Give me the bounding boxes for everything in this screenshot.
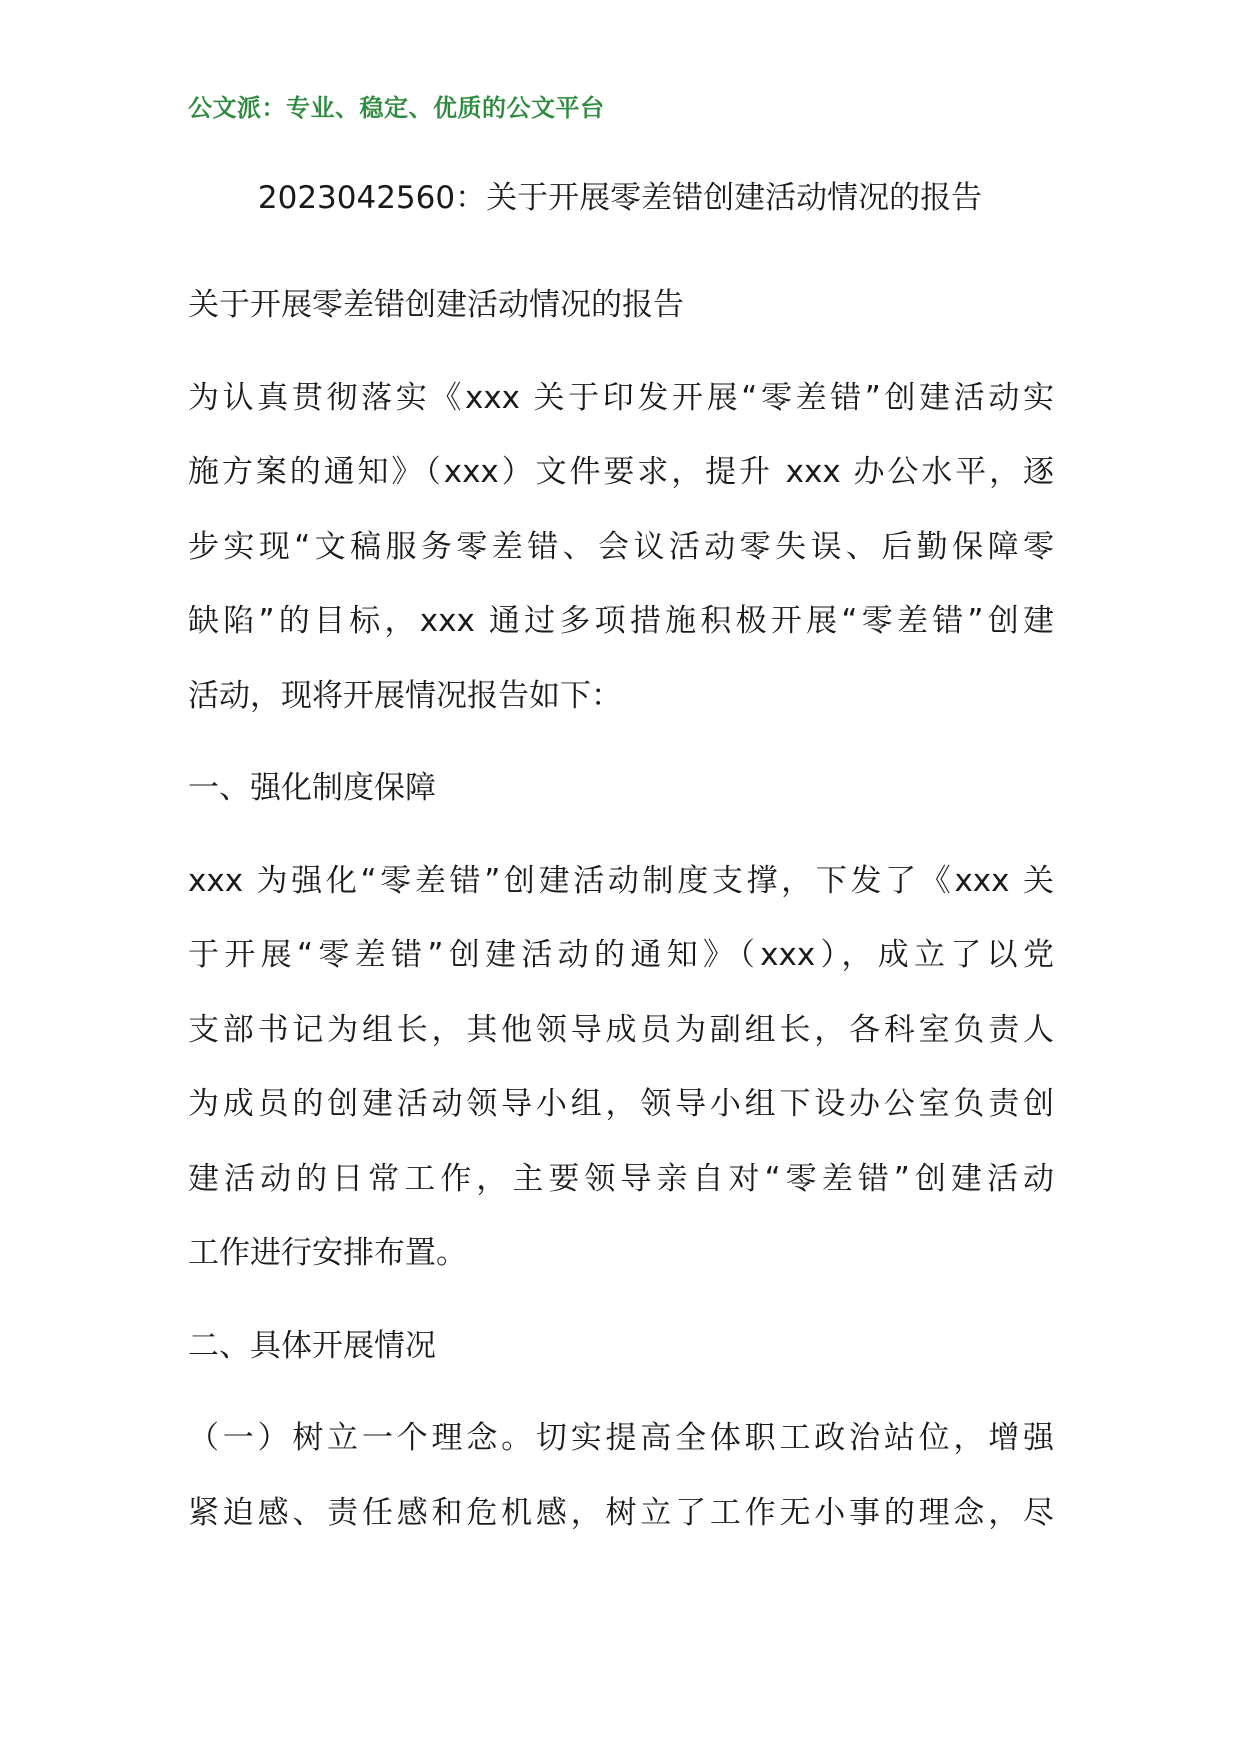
paragraph-line: 为认真贯彻落实《xxx 关于印发开展“零差错”创建活动实 [188,379,1054,416]
paragraph-line: 于开展“零差错”创建活动的通知》（xxx），成立了以党 [188,937,1054,973]
paragraph-line: 施方案的通知》（xxx）文件要求，提升 xxx 办公水平，逐 [188,454,1054,490]
paragraph-line: 缺陷”的目标，xxx 通过多项措施积极开展“零差错”创建 [188,603,1054,639]
section-1-paragraph [188,844,1054,1291]
section-2-paragraph [188,1401,1054,1550]
section-heading-1: 一、强化制度保障 [188,770,436,806]
paragraph-line: xxx 为强化“零差错”创建活动制度支撑，下发了《xxx 关 [188,862,1054,899]
document-subtitle: 关于开展零差错创建活动情况的报告 [188,287,684,323]
paragraph-gap [188,733,1054,751]
section-heading-2: 二、具体开展情况 [188,1327,436,1364]
document-title: 2023042560：关于开展零差错创建活动情况的报告 [257,180,983,216]
paragraph-gap [188,1383,1054,1401]
paragraph-line: 建活动的日常工作，主要领导亲自对“零差错”创建活动 [188,1160,1054,1197]
paragraph-gap [188,1291,1054,1309]
paragraph-line: 步实现“文稿服务零差错、会议活动零失误、后勤保障零 [188,528,1054,565]
paragraph-gap [188,826,1054,844]
paragraph-line: 活动，现将开展情况报告如下： [188,677,622,714]
header-slogan: 公文派：专业、稳定、优质的公文平台 [188,94,605,122]
paragraph-line: 紧迫感、责任感和危机感，树立了工作无小事的理念，尽 [188,1494,1054,1531]
paragraph-line: 为成员的创建活动领导小组，领导小组下设办公室负责创 [188,1086,1054,1122]
document-body [188,268,1054,1550]
paragraph-line: 工作进行安排布置。 [188,1235,467,1271]
paragraph-line: 支部书记为组长，其他领导成员为副组长，各科室负责人 [188,1011,1054,1048]
paragraph-line: （一）树立一个理念。切实提高全体职工政治站位，增强 [188,1420,1054,1456]
paragraph-gap [188,343,1054,361]
intro-paragraph [188,361,1054,734]
